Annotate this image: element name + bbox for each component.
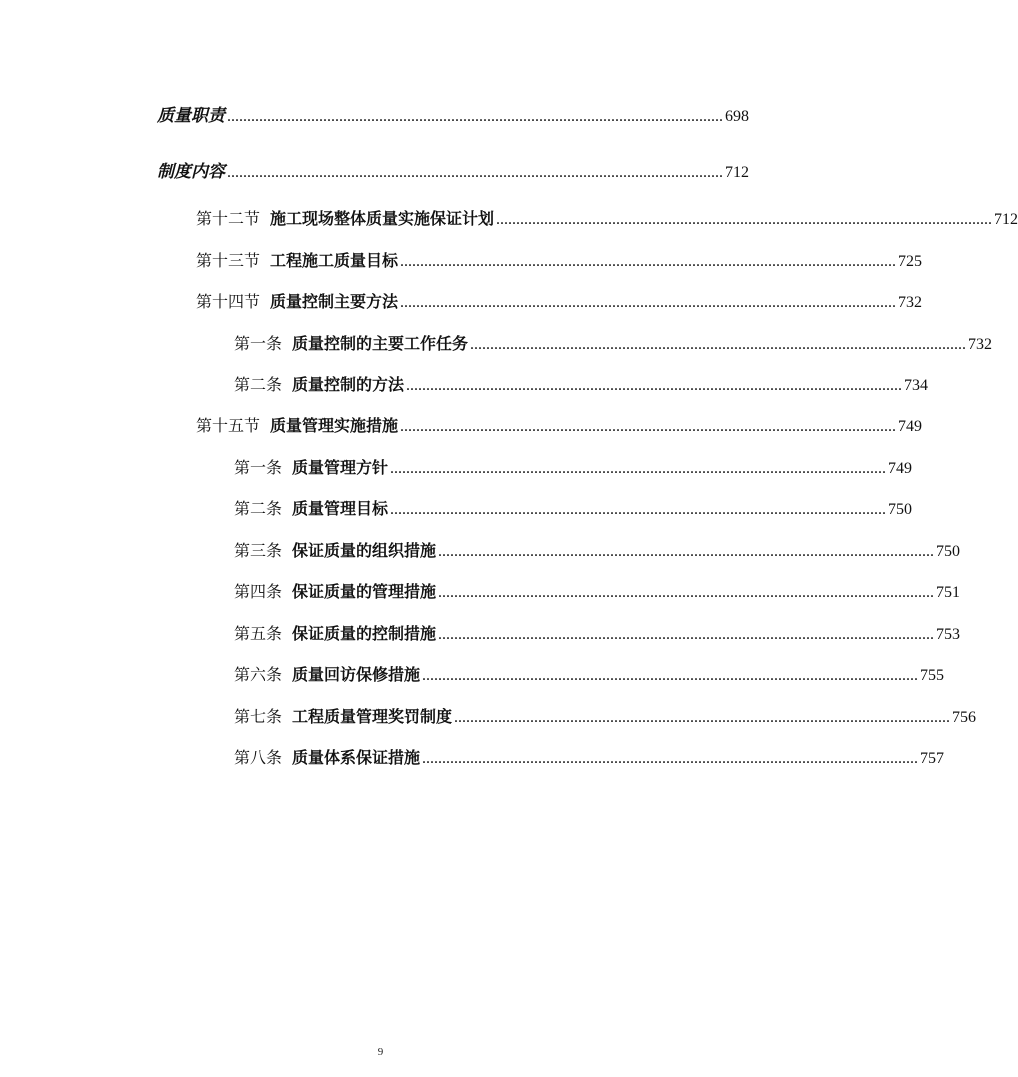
toc-entry-title: 质量管理目标: [292, 499, 389, 518]
toc-entry-number: 第六条: [234, 665, 283, 684]
toc-entry[interactable]: [234, 332, 993, 356]
toc-leader-dots: ............................................................................................................................: [422, 750, 919, 767]
toc-entry[interactable]: [234, 373, 929, 397]
toc-entry-number: 第三条: [234, 541, 283, 560]
toc-entry-title: 质量控制的主要工作任务: [292, 334, 469, 353]
toc-entry[interactable]: [234, 746, 945, 770]
toc-entry[interactable]: [196, 414, 923, 438]
toc-entry-number: 第五条: [234, 624, 283, 643]
toc-entry-page: 725: [898, 253, 923, 270]
toc-entry[interactable]: [234, 580, 961, 604]
toc-entry[interactable]: [234, 622, 961, 646]
toc-entry[interactable]: [234, 497, 913, 521]
toc-leader-dots: ............................................................................................................................: [227, 164, 723, 181]
toc-leader-dots: ............................................................................................................................: [438, 626, 935, 643]
toc-leader-dots: ............................................................................................................................: [400, 418, 897, 435]
toc-entry[interactable]: [234, 539, 961, 563]
toc-entry-title: 施工现场整体质量实施保证计划: [270, 209, 495, 228]
toc-entry-number: 第十三节: [196, 251, 261, 270]
toc-leader-dots: ............................................................................................................................: [438, 543, 935, 560]
toc-entry[interactable]: [196, 290, 923, 314]
toc-leader-dots: ............................................................................................................................: [470, 336, 967, 353]
toc-leader-dots: ............................................................................................................................: [406, 377, 903, 394]
toc-entry-number: 第十四节: [196, 292, 261, 311]
toc-entry-number: 第二条: [234, 499, 283, 518]
toc-entry-page: 757: [920, 750, 945, 767]
toc-entry-page: 755: [920, 667, 945, 684]
toc-leader-dots: ............................................................................................................................: [496, 211, 993, 228]
toc-entry-number: 第七条: [234, 707, 283, 726]
toc-entry-number: 第十二节: [196, 209, 261, 228]
toc-entry-number: 第一条: [234, 458, 283, 477]
toc-leader-dots: ............................................................................................................................: [422, 667, 919, 684]
toc-entry[interactable]: [157, 104, 749, 128]
toc-entry-title: 工程质量管理奖罚制度: [292, 707, 453, 726]
toc-entry-page: 756: [952, 709, 977, 726]
toc-entry[interactable]: [196, 249, 923, 273]
toc-entry-page: 698: [725, 108, 749, 125]
page-number: 9: [377, 1046, 384, 1058]
toc-entry-title: 质量职责: [157, 106, 225, 126]
toc-entry[interactable]: [234, 705, 977, 729]
toc-entry-title: 保证质量的组织措施: [292, 541, 437, 560]
toc-entry-title: 质量回访保修措施: [292, 665, 421, 684]
toc-leader-dots: ............................................................................................................................: [227, 108, 723, 125]
toc-entry-page: 753: [936, 626, 961, 643]
toc-entry[interactable]: [234, 456, 913, 480]
toc-entry[interactable]: [234, 663, 945, 687]
toc-entry-number: 第二条: [234, 375, 283, 394]
toc-entry-number: 第一条: [234, 334, 283, 353]
toc-entry-page: 750: [936, 543, 961, 560]
toc-leader-dots: ............................................................................................................................: [400, 294, 897, 311]
toc-leader-dots: ............................................................................................................................: [438, 584, 935, 601]
toc-entry-title: 质量控制的方法: [292, 375, 405, 394]
toc-leader-dots: ............................................................................................................................: [400, 253, 897, 270]
toc-entry-page: 750: [888, 501, 913, 518]
toc-leader-dots: ............................................................................................................................: [390, 460, 887, 477]
toc-leader-dots: ............................................................................................................................: [390, 501, 887, 518]
toc-entry-title: 保证质量的管理措施: [292, 582, 437, 601]
toc-entry-page: 712: [725, 164, 749, 181]
toc-entry-title: 质量控制主要方法: [270, 292, 399, 311]
toc-entry-page: 734: [904, 377, 929, 394]
toc-entry-page: 732: [968, 336, 993, 353]
toc-entry[interactable]: [157, 160, 749, 184]
toc-entry[interactable]: [196, 207, 1018, 231]
toc-entry-page: 749: [888, 460, 913, 477]
toc-entry-title: 制度内容: [157, 162, 225, 182]
toc-entry-title: 质量管理方针: [292, 458, 389, 477]
toc-entry-number: 第十五节: [196, 416, 261, 435]
toc-entry-page: 732: [898, 294, 923, 311]
toc-entry-page: 749: [898, 418, 923, 435]
toc-entry-title: 工程施工质量目标: [270, 251, 399, 270]
toc-entry-number: 第八条: [234, 748, 283, 767]
toc-entry-page: 751: [936, 584, 961, 601]
toc-entry-title: 保证质量的控制措施: [292, 624, 437, 643]
toc-entry-title: 质量管理实施措施: [270, 416, 399, 435]
toc-leader-dots: ............................................................................................................................: [454, 709, 951, 726]
toc-entry-title: 质量体系保证措施: [292, 748, 421, 767]
toc-entry-number: 第四条: [234, 582, 283, 601]
toc-entry-page: 712: [994, 211, 1018, 228]
